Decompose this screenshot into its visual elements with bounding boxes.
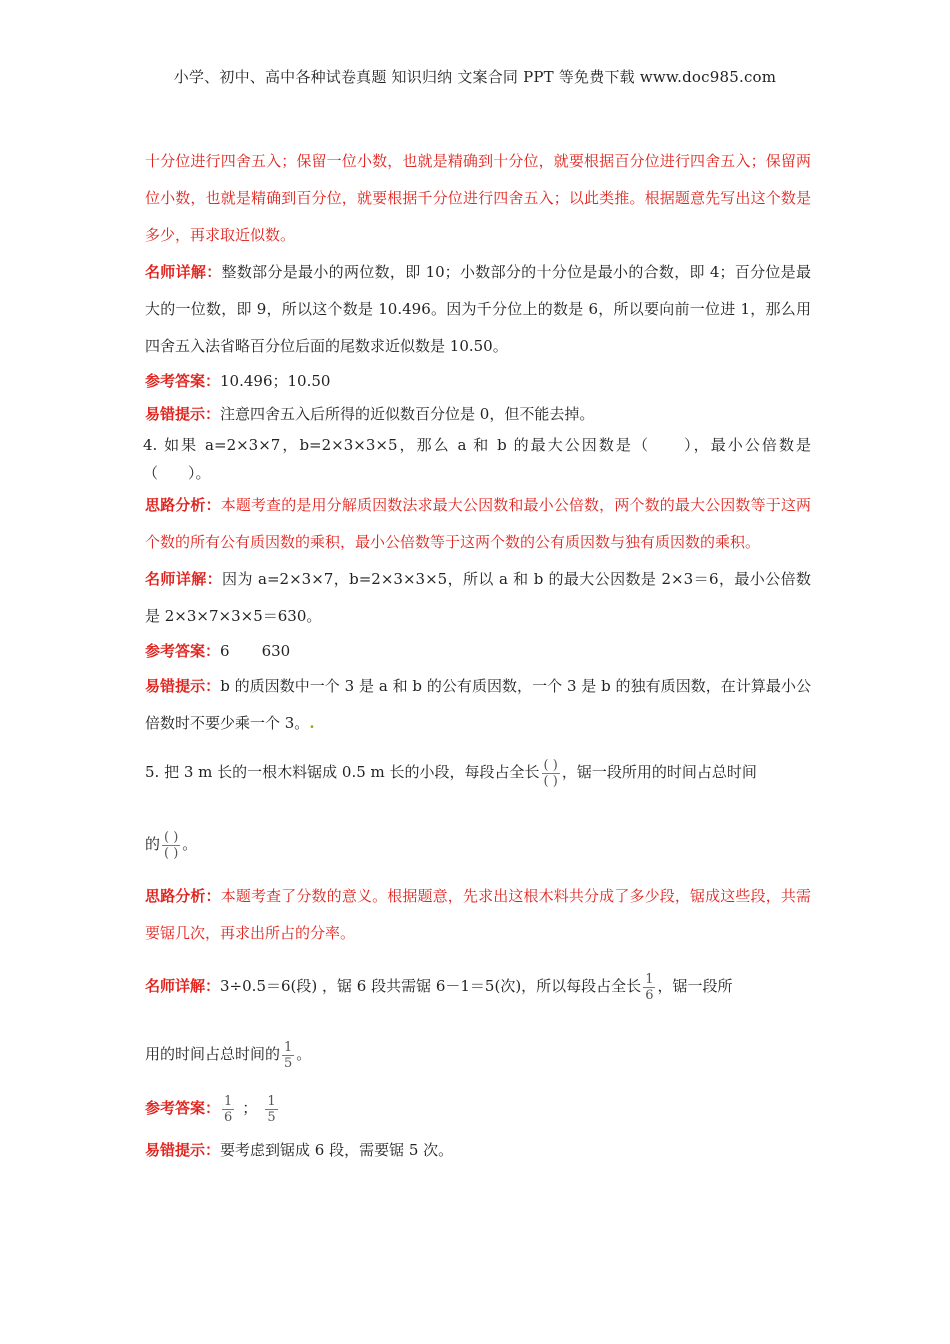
q4-hint (145, 668, 811, 742)
q5-detail-part1: 3÷0.5＝6(段) ，锯 6 段共需锯 6－1＝5(次)，所以每段占全长 (220, 977, 642, 995)
fraction-one-sixth: $\frac{1}{6}$ (645, 971, 654, 1003)
analysis-continued: 十分位进行四舍五入；保留一位小数，也就是精确到十分位，就要根据百分位进行四舍五入；保留两位小数，也就是精确到百分位，就要根据千分位进行四舍五入；以此类推。根据题意先写出这个数是多少，再求取近似数。 (145, 152, 811, 244)
hint-label: 易错提示： (145, 405, 221, 423)
q4-analysis-text: 本题考查的是用分解质因数法求最大公因数和最小公倍数，两个数的最大公因数等于这两个数的所有公有质因数的乘积，最小公倍数等于这两个数的公有质因数与独有质因数的乘积。 (145, 496, 811, 551)
q3-answer-text: 10.496；10.50 (220, 372, 331, 390)
q5-analysis-text: 本题考查了分数的意义。根据题意，先求出这根木料共分成了多少段，锯成这些段，共需要锯几次，再求出所占的分率。 (145, 887, 811, 942)
answer-label: 参考答案： (145, 372, 221, 390)
q5-detail-cont (145, 1034, 811, 1074)
page-header: 小学、初中、高中各种试卷真题 知识归纳 文案合同 PPT 等免费下载 www.doc985.com (173, 68, 777, 86)
q4-answer (145, 635, 811, 668)
q4-question: 4. 如果 a=2×3×7，b=2×3×3×5，那么 a 和 b 的最大公因数是（ ），最小公倍数是（ ）。 (143, 436, 811, 482)
q5-hint-text: 要考虑到锯成 6 段，需要锯 5 次。 (220, 1141, 454, 1159)
q4-answer-a: 6 (220, 642, 230, 660)
blank-fraction: $\frac{( )}{( )}$ (164, 829, 179, 861)
blank-fraction: $\frac{( )}{( )}$ (543, 757, 558, 789)
q4-hint-text: b 的质因数中一个 3 是 a 和 b 的公有质因数，一个 3 是 b 的独有质因数，在计算最小公倍数时不要少乘一个 3。 (145, 677, 811, 732)
q5-question-cont (145, 824, 811, 864)
stray-dot: . (309, 714, 315, 732)
q4-answer-b: 630 (261, 642, 291, 660)
answer-fraction-one-sixth: $\frac{1}{6}$ (224, 1093, 233, 1125)
document-body (145, 143, 811, 1169)
detail-label: 名师详解： (145, 977, 221, 995)
q5-answer (145, 1088, 811, 1128)
q5-detail (145, 966, 811, 1006)
q5-analysis (145, 878, 811, 952)
answer-label: 参考答案： (145, 642, 221, 660)
q5-hint (145, 1132, 811, 1169)
q5-question-part2: ，锯一段所用的时间占总时间 (561, 763, 757, 781)
detail-label: 名师详解： (145, 570, 223, 588)
q3-detail (145, 254, 811, 365)
answer-separator: ； (242, 1099, 258, 1117)
q5-question (145, 752, 811, 792)
q4-analysis (145, 487, 811, 561)
q3-hint (145, 398, 811, 431)
q3-hint-text: 注意四舍五入后所得的近似数百分位是 0，但不能去掉。 (220, 405, 595, 423)
q4-detail-text: 因为 a=2×3×7，b=2×3×3×5，所以 a 和 b 的最大公因数是 2×3＝6，最小公倍数是 2×3×7×3×5＝630。 (145, 570, 811, 625)
answer-label: 参考答案： (145, 1099, 221, 1117)
analysis-label: 思路分析： (145, 496, 221, 514)
answer-fraction-one-fifth: $\frac{1}{5}$ (267, 1093, 276, 1125)
fraction-one-fifth: $\frac{1}{5}$ (284, 1039, 293, 1071)
q5-detail-part3: 用的时间占总时间的 (145, 1045, 281, 1063)
q5-question-part4: 。 (182, 835, 198, 853)
q5-question-part3: 的 (145, 835, 161, 853)
hint-label: 易错提示： (145, 677, 221, 695)
detail-label: 名师详解： (145, 263, 222, 281)
analysis-label: 思路分析： (145, 887, 221, 905)
q5-detail-part4: 。 (296, 1045, 312, 1063)
q3-detail-text: 整数部分是最小的两位数，即 10；小数部分的十分位是最小的合数，即 4；百分位是最大的一位数，即 9，所以这个数是 10.496。因为千分位上的数是 6，所以要向前一位进 1，那么用四舍五入法省略百分位后面的尾数求近似数是 10.50。 (145, 263, 811, 355)
q3-answer (145, 365, 811, 398)
q5-detail-part2: ，锯一段所 (657, 977, 733, 995)
q4-detail (145, 561, 811, 635)
hint-label: 易错提示： (145, 1141, 221, 1159)
q5-question-part1: 5. 把 3 m 长的一根木料锯成 0.5 m 长的小段，每段占全长 (145, 763, 540, 781)
